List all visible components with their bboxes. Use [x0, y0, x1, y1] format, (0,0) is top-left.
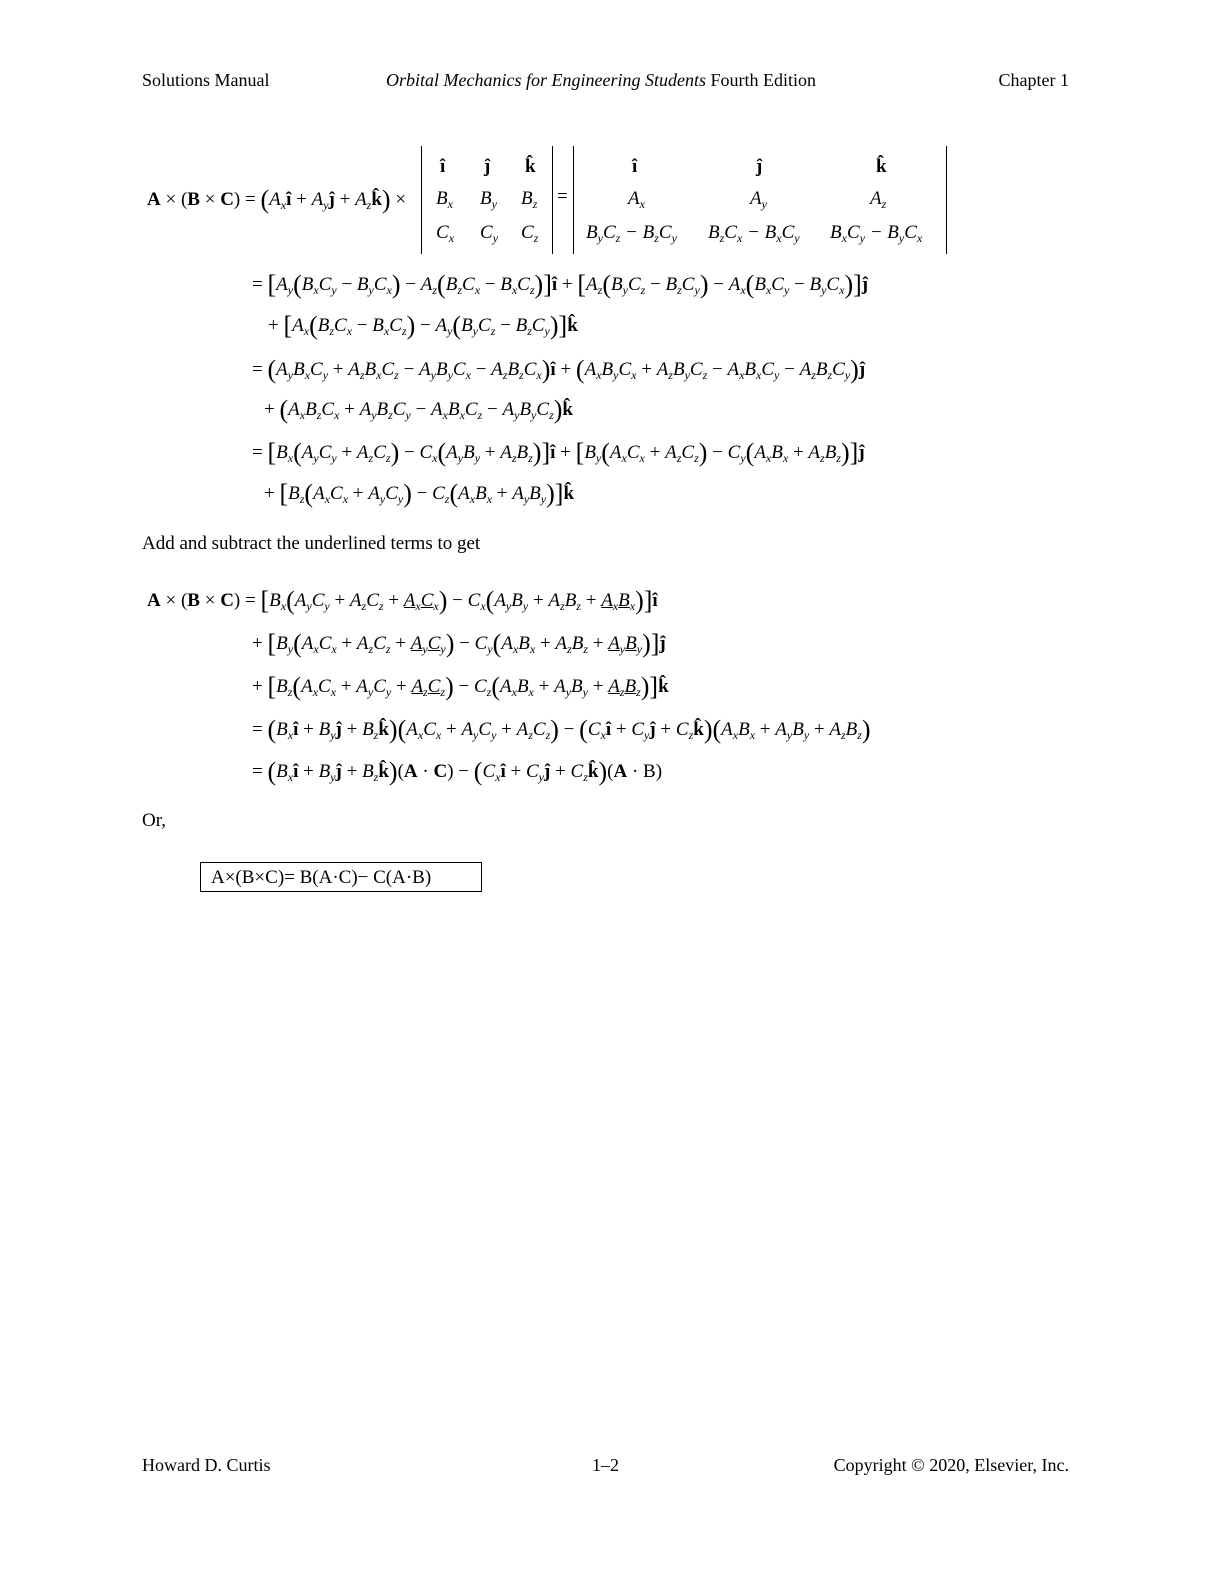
equation-line-3: + [$A_x(B_zC_x - B_xC_z) - A_y(B_yC_z$ − $B_zC_y)]k̂$	[268, 311, 578, 340]
equation-line-10: + [$B_z(A_xC_x + A_yC_y + A_zC_z) - C_z(A_xB_x + A_yB_y$ + $A_zB_z)]k̂$	[252, 672, 669, 701]
boxed-result: A×(B×C)= B(A·C)− C(A·B)	[200, 862, 482, 892]
equation-line-2: = [$A_y(B_xC_y - B_yC_x) - A_z(B_zC_x$ − $B_xC_z)]î + [A_z(B_yC_z - B_zC_y) - A_x(B_xC_y$ − $B_yC_x)]ĵ$	[252, 270, 869, 299]
determinant-1: î ĵ k̂ $B_x$ $B_y$ $B_z$ $C_x$ $C_y$ $C_z$	[421, 146, 553, 254]
page-number: 1–2	[592, 1455, 619, 1475]
determinant-2: î ĵ k̂ $A_x$ $A_y$ $A_z$ $B_yC_z - B_zC_y$ $B_zC_x - B_xC_y$ $B_xC_y - B_yC_x$	[573, 146, 947, 254]
equation-line-5: + ($A_xB_zC_x + A_yB_zC_y - A_xB_xC_z$ − $A_yB_yC_z)k̂$	[264, 395, 573, 424]
paragraph-add-subtract: Add and subtract the underlined terms to get	[142, 533, 481, 554]
header-title	[386, 70, 816, 91]
equation-line-12: = ($B_xî$ + $B_yĵ$ + $B_zk̂)(A \cdot C)$ − ($C_xî$ + $C_yĵ$ + $C_zk̂)(A \cdot B)$	[252, 757, 663, 786]
equation-line-9: + [$B_y(A_xC_x + A_zC_z + A_yC_y) - C_y(A_xB_x + A_zB_z$ + $A_yB_y)]ĵ$	[252, 629, 666, 658]
footer-author: Howard D. Curtis	[142, 1455, 271, 1475]
equation-line-6: = [$B_x(A_yC_y + A_zC_z) - C_x(A_yB_y$ + $A_zB_z)]î + [B_y(A_xC_x + A_zC_z) - C_y(A_xB_x$ + $A_zB_z)]ĵ$	[252, 438, 865, 467]
equals-sign: =	[557, 186, 568, 207]
equation-line-7: + [$B_z(A_xC_x + A_yC_y) - C_z(A_xB_x$ + $A_yB_y)]k̂$	[264, 479, 575, 508]
equation-line-8: $A \times (B \times C) = [B_x(A_yC_y + A_zC_z + A_xC_x) - C_x(A_yB_y + A_zB_z$ + $A_xB_x)]î$	[147, 586, 658, 615]
header-right: Chapter 1	[998, 70, 1069, 90]
equation-line-11: = ($B_xî$ + $B_yĵ$ + $B_zk̂)(A_xC_x + A_yC_y + A_zC_z)$ − ($C_xî$ + $C_yĵ$ + $C_zk̂)(A_xB_x + A_yB_y + A_zB_z)$	[252, 715, 871, 744]
equation-line-4: = ($A_yB_xC_y + A_zB_xC_z - A_yB_yC_x$ − $A_zB_zC_x)î + (A_xB_yC_x + A_zB_yC_z - A_xB_xC_y$ − $A_zB_zC_y)ĵ$	[252, 355, 866, 384]
header-left: Solutions Manual	[142, 70, 270, 90]
equation-line-1a: $A \times (B \times C) = (A_xî$ + $A_yĵ$ + $A_zk̂$) ×	[147, 185, 407, 214]
paragraph-or: Or,	[142, 810, 167, 831]
edition: Fourth Edition	[705, 70, 816, 90]
book-title: Orbital Mechanics for Engineering Students	[386, 70, 706, 90]
footer-copyright: Copyright © 2020, Elsevier, Inc.	[833, 1455, 1069, 1475]
